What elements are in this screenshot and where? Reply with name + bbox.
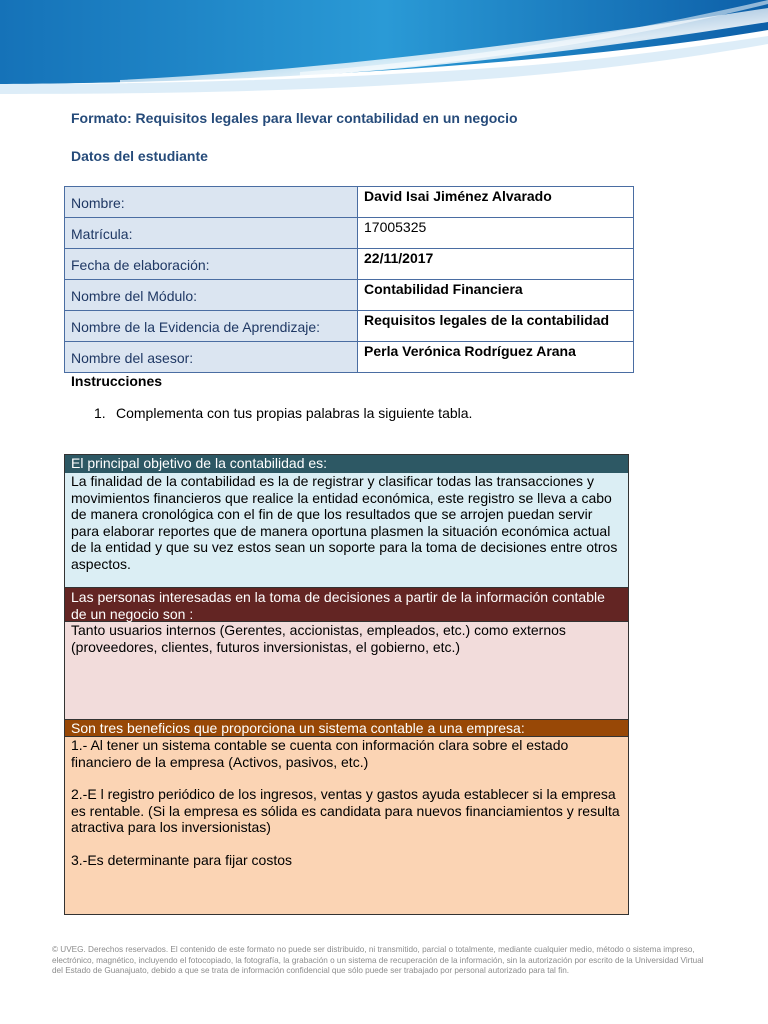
value-asesor: Perla Verónica Rodríguez Arana bbox=[358, 342, 634, 373]
student-section-title: Datos del estudiante bbox=[71, 148, 208, 164]
section-body-benefits bbox=[65, 736, 628, 914]
instruction-item bbox=[94, 405, 472, 421]
section-header-interested-parties: Las personas interesadas en la toma de decisiones a partir de la información contable de un negocio son : bbox=[65, 587, 628, 621]
table-row bbox=[65, 249, 634, 280]
table-row bbox=[65, 311, 634, 342]
label-nombre: Nombre: bbox=[65, 187, 358, 218]
benefit-paragraph-1: 1.- Al tener un sistema contable se cuenta con información clara sobre el estado financiero de la empresa (Activos, pasivos, etc.) bbox=[71, 737, 569, 770]
value-evidencia: Requisitos legales de la contabilidad bbox=[358, 311, 634, 342]
section-header-benefits: Son tres beneficios que proporciona un sistema contable a una empresa: bbox=[65, 719, 628, 736]
table-row bbox=[65, 280, 634, 311]
benefit-paragraph-2: 2.-E l registro periódico de los ingresos, ventas y gastos ayuda establecer si la empresa es rentable. (Si la empresa es sólida es candidata para nuevos financiamientos y resulta atractiva para los inversionistas) bbox=[71, 786, 620, 835]
instruction-text: Complementa con tus propias palabras la siguiente tabla. bbox=[116, 405, 473, 421]
table-row bbox=[65, 218, 634, 249]
label-fecha: Fecha de elaboración: bbox=[65, 249, 358, 280]
label-asesor: Nombre del asesor: bbox=[65, 342, 358, 373]
instruction-number: 1. bbox=[94, 405, 106, 421]
value-fecha: 22/11/2017 bbox=[358, 249, 634, 280]
label-evidencia: Nombre de la Evidencia de Aprendizaje: bbox=[65, 311, 358, 342]
label-modulo: Nombre del Módulo: bbox=[65, 280, 358, 311]
table-row bbox=[65, 187, 634, 218]
banner-graphic bbox=[0, 0, 768, 96]
benefit-paragraph-3: 3.-Es determinante para fijar costos bbox=[71, 851, 292, 868]
section-body-interested-parties: Tanto usuarios internos (Gerentes, accionistas, empleados, etc.) como externos (proveedores, clientes, futuros inversionistas, el gobierno, etc.) bbox=[65, 621, 628, 719]
accounting-table bbox=[64, 454, 629, 915]
value-modulo: Contabilidad Financiera bbox=[358, 280, 634, 311]
instructions-title: Instrucciones bbox=[71, 373, 163, 389]
student-data-table bbox=[64, 186, 634, 373]
section-body-objective: La finalidad de la contabilidad es la de registrar y clasificar todas las transacciones y movimientos financieros que realice la entidad económica, este registro se lleva a cabo de manera cronológica con el fin de que los resultados que se arrojen puedan servir para elaborar reportes que de manera oportuna plasmen la situación económica actual de la entidad y que su vez estos sean un soporte para la toma de decisiones entre otros aspectos. bbox=[65, 472, 628, 587]
header-banner bbox=[0, 0, 768, 96]
value-matricula: 17005325 bbox=[358, 218, 634, 249]
table-row bbox=[65, 342, 634, 373]
value-nombre: David Isai Jiménez Alvarado bbox=[358, 187, 634, 218]
section-header-objective: El principal objetivo de la contabilidad es: bbox=[65, 455, 628, 472]
label-matricula: Matrícula: bbox=[65, 218, 358, 249]
document-title: Formato: Requisitos legales para llevar contabilidad en un negocio bbox=[71, 110, 518, 126]
copyright-footer: © UVEG. Derechos reservados. El contenido de este formato no puede ser distribuido, ni transmitido, parcial o totalmente, mediante cualquier medio, método o sistema impreso, electrónico, magnético, incluyendo el fotocopiado, la fotografía, la grabación o un sistema de recuperación de la información, sin la autorización por escrito de la Universidad Virtual del Estado de Guanajuato, debido a que se trata de información confidencial que sólo puede ser trabajado por personal autorizado para tal fin. bbox=[52, 945, 704, 975]
